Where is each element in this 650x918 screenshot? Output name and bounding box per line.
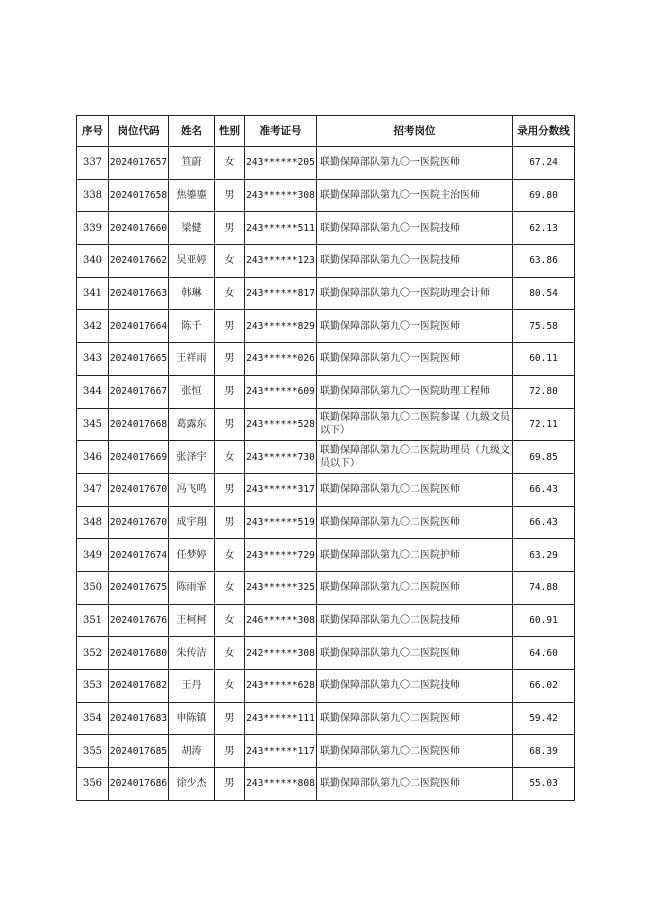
cell-score-line: 80.54 — [513, 277, 575, 310]
cell-recruit-position: 联勤保障部队第九〇二医院技师 — [317, 604, 513, 637]
cell-gender: 女 — [215, 245, 245, 278]
cell-exam-id: 243******829 — [245, 310, 317, 343]
table-row — [77, 408, 575, 441]
cell-score-line: 55.03 — [513, 768, 575, 801]
cell-recruit-position: 联勤保障部队第九〇二医院助理员（九级文员以下） — [317, 441, 513, 474]
cell-score-line: 64.60 — [513, 637, 575, 670]
cell-position-code: 2024017663 — [109, 277, 169, 310]
cell-exam-id: 243******317 — [245, 473, 317, 506]
cell-score-line: 68.39 — [513, 735, 575, 768]
cell-score-line: 69.80 — [513, 179, 575, 212]
cell-score-line: 74.88 — [513, 571, 575, 604]
cell-recruit-position: 联勤保障部队第九〇二医院技师 — [317, 670, 513, 703]
table-row — [77, 637, 575, 670]
cell-score-line: 66.43 — [513, 473, 575, 506]
table-row — [77, 768, 575, 801]
cell-gender: 男 — [215, 408, 245, 441]
cell-position-code: 2024017674 — [109, 539, 169, 572]
cell-serial-no: 348 — [77, 506, 109, 539]
cell-serial-no: 339 — [77, 212, 109, 245]
cell-serial-no: 352 — [77, 637, 109, 670]
cell-gender: 男 — [215, 179, 245, 212]
table-row — [77, 571, 575, 604]
cell-exam-id: 243******123 — [245, 245, 317, 278]
cell-name: 韩琳 — [169, 277, 215, 310]
table-row — [77, 506, 575, 539]
cell-position-code: 2024017662 — [109, 245, 169, 278]
cell-position-code: 2024017675 — [109, 571, 169, 604]
cell-exam-id: 243******817 — [245, 277, 317, 310]
cell-score-line: 59.42 — [513, 702, 575, 735]
cell-name: 吴亚婷 — [169, 245, 215, 278]
cell-score-line: 72.80 — [513, 375, 575, 408]
cell-name: 笪蔚 — [169, 147, 215, 180]
cell-score-line: 66.43 — [513, 506, 575, 539]
cell-name: 朱传洁 — [169, 637, 215, 670]
cell-gender: 女 — [215, 637, 245, 670]
cell-recruit-position: 联勤保障部队第九〇一医院主治医师 — [317, 179, 513, 212]
cell-position-code: 2024017670 — [109, 506, 169, 539]
cell-name: 申陈镇 — [169, 702, 215, 735]
cell-recruit-position: 联勤保障部队第九〇二医院医师 — [317, 768, 513, 801]
cell-serial-no: 345 — [77, 408, 109, 441]
cell-serial-no: 356 — [77, 768, 109, 801]
cell-serial-no: 341 — [77, 277, 109, 310]
cell-gender: 男 — [215, 375, 245, 408]
cell-position-code: 2024017683 — [109, 702, 169, 735]
table-row — [77, 245, 575, 278]
cell-exam-id: 243******729 — [245, 539, 317, 572]
cell-serial-no: 350 — [77, 571, 109, 604]
cell-serial-no: 346 — [77, 441, 109, 474]
cell-recruit-position: 联勤保障部队第九〇二医院医师 — [317, 506, 513, 539]
cell-exam-id: 243******730 — [245, 441, 317, 474]
cell-name: 王祥雨 — [169, 343, 215, 376]
cell-serial-no: 340 — [77, 245, 109, 278]
cell-exam-id: 243******117 — [245, 735, 317, 768]
table-row — [77, 735, 575, 768]
table-row — [77, 147, 575, 180]
cell-position-code: 2024017668 — [109, 408, 169, 441]
cell-exam-id: 243******628 — [245, 670, 317, 703]
cell-exam-id: 242******308 — [245, 637, 317, 670]
cell-exam-id: 243******528 — [245, 408, 317, 441]
cell-exam-id: 243******111 — [245, 702, 317, 735]
header-name: 姓名 — [169, 116, 215, 147]
cell-serial-no: 355 — [77, 735, 109, 768]
cell-gender: 女 — [215, 441, 245, 474]
cell-score-line: 67.24 — [513, 147, 575, 180]
cell-recruit-position: 联勤保障部队第九〇二医院医师 — [317, 637, 513, 670]
cell-position-code: 2024017680 — [109, 637, 169, 670]
cell-name: 张泽宇 — [169, 441, 215, 474]
table-row — [77, 539, 575, 572]
cell-serial-no: 343 — [77, 343, 109, 376]
table-row — [77, 212, 575, 245]
cell-name: 成宇翔 — [169, 506, 215, 539]
table-row — [77, 441, 575, 474]
cell-position-code: 2024017665 — [109, 343, 169, 376]
cell-recruit-position: 联勤保障部队第九〇一医院技师 — [317, 245, 513, 278]
cell-gender: 女 — [215, 670, 245, 703]
cell-serial-no: 347 — [77, 473, 109, 506]
table-row — [77, 375, 575, 408]
cell-name: 徐少杰 — [169, 768, 215, 801]
admission-score-table — [76, 115, 575, 801]
cell-serial-no: 342 — [77, 310, 109, 343]
cell-serial-no: 337 — [77, 147, 109, 180]
cell-exam-id: 243******609 — [245, 375, 317, 408]
cell-gender: 男 — [215, 473, 245, 506]
cell-name: 任梦婷 — [169, 539, 215, 572]
cell-gender: 女 — [215, 277, 245, 310]
cell-position-code: 2024017667 — [109, 375, 169, 408]
cell-name: 陈千 — [169, 310, 215, 343]
cell-gender: 男 — [215, 343, 245, 376]
header-position-code: 岗位代码 — [109, 116, 169, 147]
cell-exam-id: 243******808 — [245, 768, 317, 801]
cell-exam-id: 243******205 — [245, 147, 317, 180]
cell-position-code: 2024017657 — [109, 147, 169, 180]
cell-gender: 女 — [215, 147, 245, 180]
cell-score-line: 63.29 — [513, 539, 575, 572]
cell-exam-id: 243******026 — [245, 343, 317, 376]
cell-serial-no: 349 — [77, 539, 109, 572]
cell-position-code: 2024017669 — [109, 441, 169, 474]
cell-score-line: 62.13 — [513, 212, 575, 245]
header-score-line: 录用分数线 — [513, 116, 575, 147]
cell-name: 冯飞鸣 — [169, 473, 215, 506]
header-gender: 性别 — [215, 116, 245, 147]
cell-position-code: 2024017682 — [109, 670, 169, 703]
table-row — [77, 179, 575, 212]
cell-exam-id: 243******511 — [245, 212, 317, 245]
cell-score-line: 63.86 — [513, 245, 575, 278]
cell-position-code: 2024017670 — [109, 473, 169, 506]
cell-recruit-position: 联勤保障部队第九〇一医院助理工程师 — [317, 375, 513, 408]
cell-score-line: 60.11 — [513, 343, 575, 376]
cell-recruit-position: 联勤保障部队第九〇二医院医师 — [317, 473, 513, 506]
cell-exam-id: 243******519 — [245, 506, 317, 539]
cell-name: 王丹 — [169, 670, 215, 703]
cell-exam-id: 243******325 — [245, 571, 317, 604]
cell-position-code: 2024017686 — [109, 768, 169, 801]
cell-serial-no: 353 — [77, 670, 109, 703]
cell-position-code: 2024017664 — [109, 310, 169, 343]
cell-serial-no: 354 — [77, 702, 109, 735]
cell-gender: 男 — [215, 506, 245, 539]
table-header-row — [77, 116, 575, 147]
cell-name: 张恒 — [169, 375, 215, 408]
cell-score-line: 75.58 — [513, 310, 575, 343]
cell-recruit-position: 联勤保障部队第九〇一医院医师 — [317, 343, 513, 376]
cell-serial-no: 344 — [77, 375, 109, 408]
cell-gender: 男 — [215, 310, 245, 343]
table-body — [77, 147, 575, 801]
table-row — [77, 670, 575, 703]
cell-gender: 男 — [215, 768, 245, 801]
cell-recruit-position: 联勤保障部队第九〇二医院医师 — [317, 702, 513, 735]
cell-gender: 女 — [215, 539, 245, 572]
cell-position-code: 2024017676 — [109, 604, 169, 637]
table-row — [77, 473, 575, 506]
header-exam-id: 准考证号 — [245, 116, 317, 147]
cell-gender: 女 — [215, 604, 245, 637]
table-row — [77, 343, 575, 376]
cell-recruit-position: 联勤保障部队第九〇二医院医师 — [317, 571, 513, 604]
cell-gender: 男 — [215, 212, 245, 245]
cell-name: 王柯柯 — [169, 604, 215, 637]
cell-score-line: 72.11 — [513, 408, 575, 441]
cell-position-code: 2024017685 — [109, 735, 169, 768]
cell-serial-no: 351 — [77, 604, 109, 637]
table-row — [77, 604, 575, 637]
cell-score-line: 60.91 — [513, 604, 575, 637]
table-row — [77, 702, 575, 735]
cell-recruit-position: 联勤保障部队第九〇二医院参谋（九级文员以下） — [317, 408, 513, 441]
cell-gender: 男 — [215, 702, 245, 735]
cell-name: 葛露东 — [169, 408, 215, 441]
cell-score-line: 66.02 — [513, 670, 575, 703]
cell-position-code: 2024017658 — [109, 179, 169, 212]
cell-name: 胡涛 — [169, 735, 215, 768]
cell-serial-no: 338 — [77, 179, 109, 212]
header-serial-no: 序号 — [77, 116, 109, 147]
cell-name: 梁健 — [169, 212, 215, 245]
cell-gender: 男 — [215, 735, 245, 768]
table-row — [77, 310, 575, 343]
cell-name: 陈雨霏 — [169, 571, 215, 604]
cell-recruit-position: 联勤保障部队第九〇一医院技师 — [317, 212, 513, 245]
cell-score-line: 69.85 — [513, 441, 575, 474]
header-recruit-position: 招考岗位 — [317, 116, 513, 147]
cell-recruit-position: 联勤保障部队第九〇一医院助理会计师 — [317, 277, 513, 310]
cell-name: 焦鎏鎏 — [169, 179, 215, 212]
cell-gender: 女 — [215, 571, 245, 604]
cell-exam-id: 243******308 — [245, 179, 317, 212]
cell-recruit-position: 联勤保障部队第九〇一医院医师 — [317, 147, 513, 180]
cell-position-code: 2024017660 — [109, 212, 169, 245]
cell-recruit-position: 联勤保障部队第九〇一医院医师 — [317, 310, 513, 343]
table-row — [77, 277, 575, 310]
cell-recruit-position: 联勤保障部队第九〇二医院护师 — [317, 539, 513, 572]
cell-recruit-position: 联勤保障部队第九〇二医院医师 — [317, 735, 513, 768]
cell-exam-id: 246******308 — [245, 604, 317, 637]
